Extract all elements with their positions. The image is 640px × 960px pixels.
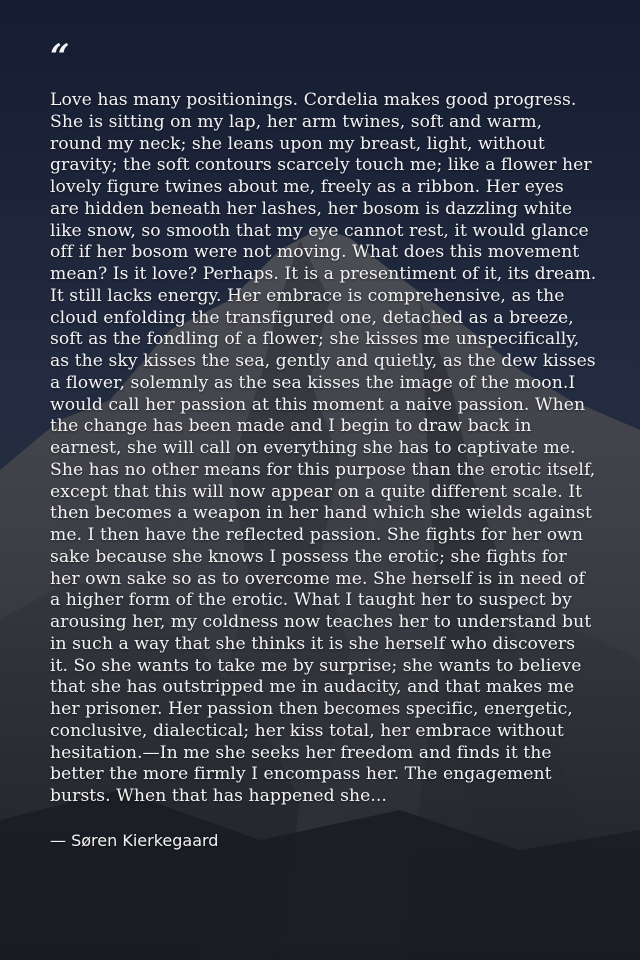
quote-mark-icon: “ <box>50 37 70 77</box>
quote-author: — Søren Kierkegaard <box>50 830 219 850</box>
quote-text: Love has many positionings. Cordelia makes good progress. She is sitting on my lap, her arm twines, soft and warm, round my neck; she leans upon my breast, light, without gravity; the soft contours scarcely touch me; like a flower her lovely figure twines about me, freely as a ribbon. Her eyes are hidden beneath her lashes, her bosom is dazzling white like snow, so smooth that my eye cannot rest, it would glance off if her bosom were not moving. What does this movement mean? Is it love? Perhaps. It is a presentiment of it, its dream. It still lacks energy. Her embrace is comprehensive, as the cloud enfolding the transfigured one, detached as a breeze, soft as the fondling of a flower; she kisses me unspecifically, as the sky kisses the sea, gently and quietly, as the dew kisses a flower, solemnly as the sea kisses the image of the moon.I would call her passion at this moment a naive passion. When the change has been made and I begin to draw back in earnest, she will call on everything she has to captivate me. She has no other means for this purpose than the erotic itself, except that this will now appear on a quite different scale. It then becomes a weapon in her hand which she wields against me. I then have the reflected passion. She fights for her own sake because she knows I possess the erotic; she fights for her own sake so as to overcome me. She herself is in need of a higher form of the erotic. What I taught her to suspect by arousing her, my coldness now teaches her to understand but in such a way that she thinks it is she herself who discovers it. So she wants to take me by surprise; she wants to believe that she has outstripped me in audacity, and that makes me her prisoner. Her passion then becomes specific, energetic, conclusive, dialectical; her kiss total, her embrace without hesitation.—In me she seeks her freedom and finds it the better the more firmly I encompass her. The engagement bursts. When that has happened she... <box>50 90 597 806</box>
quote-card <box>50 37 598 851</box>
